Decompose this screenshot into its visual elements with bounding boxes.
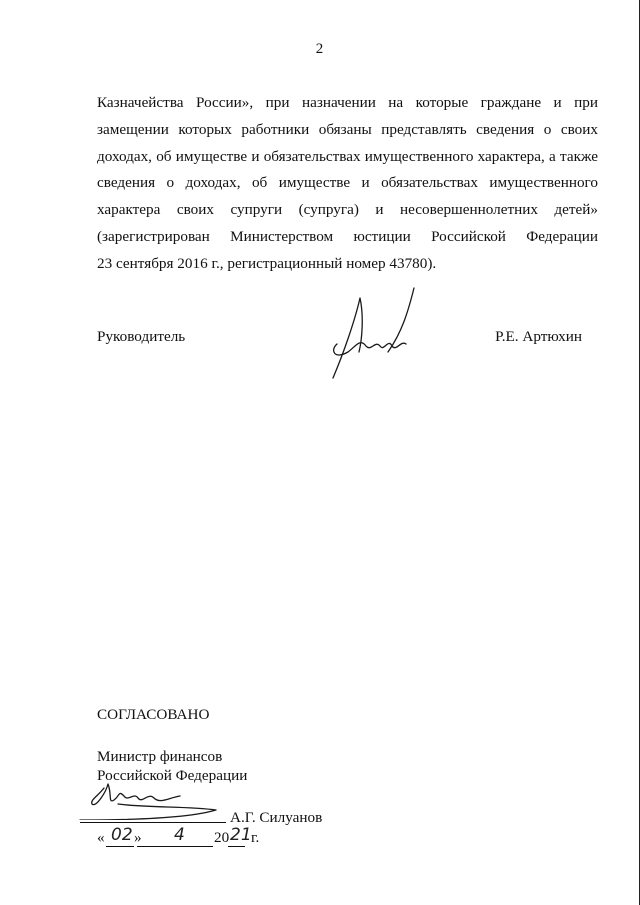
date-close-quote: » [134, 829, 142, 846]
body-paragraph [97, 90, 598, 278]
approver-position: Министр финансов [97, 748, 223, 765]
date-open-quote: « [97, 829, 105, 846]
text-line: (зарегистрирован Министерством юстиции Российской Федерации [97, 227, 598, 245]
page-number: 2 [315, 41, 324, 57]
signature-line [80, 822, 226, 823]
date-year-underline [228, 846, 245, 847]
text-line: доходах, об имуществе и обязательствах имущественного характера, а также [97, 147, 598, 165]
minister-signature [78, 770, 228, 820]
date-month: 4 [174, 825, 185, 845]
text-line: сведения о доходах, об имуществе и обязательствах имущественного [97, 174, 598, 192]
approval-heading: СОГЛАСОВАНО [97, 706, 210, 723]
signatory-title: Руководитель [97, 328, 186, 345]
text-line: характера своих супруги (супруга) и несовершеннолетних детей» [97, 201, 598, 219]
text-line: 23 сентября 2016 г., регистрационный номер 43780). [97, 254, 437, 272]
head-signature [322, 282, 422, 382]
date-year-suffix: 21 [230, 825, 252, 845]
approver-name: А.Г. Силуанов [230, 809, 323, 826]
date-day-underline [106, 846, 134, 847]
approver-position: Российской Федерации [97, 767, 248, 784]
signatory-name: Р.Е. Артюхин [495, 328, 582, 345]
text-line: замещении которых работники обязаны представлять сведения о своих [97, 120, 598, 138]
text-line: Казначейства России», при назначении на которые граждане и при [97, 94, 598, 111]
date-year-prefix: 20 [214, 829, 230, 846]
date-year-unit: г. [251, 829, 260, 846]
date-month-underline [137, 846, 213, 847]
date-day: 02 [111, 825, 133, 845]
